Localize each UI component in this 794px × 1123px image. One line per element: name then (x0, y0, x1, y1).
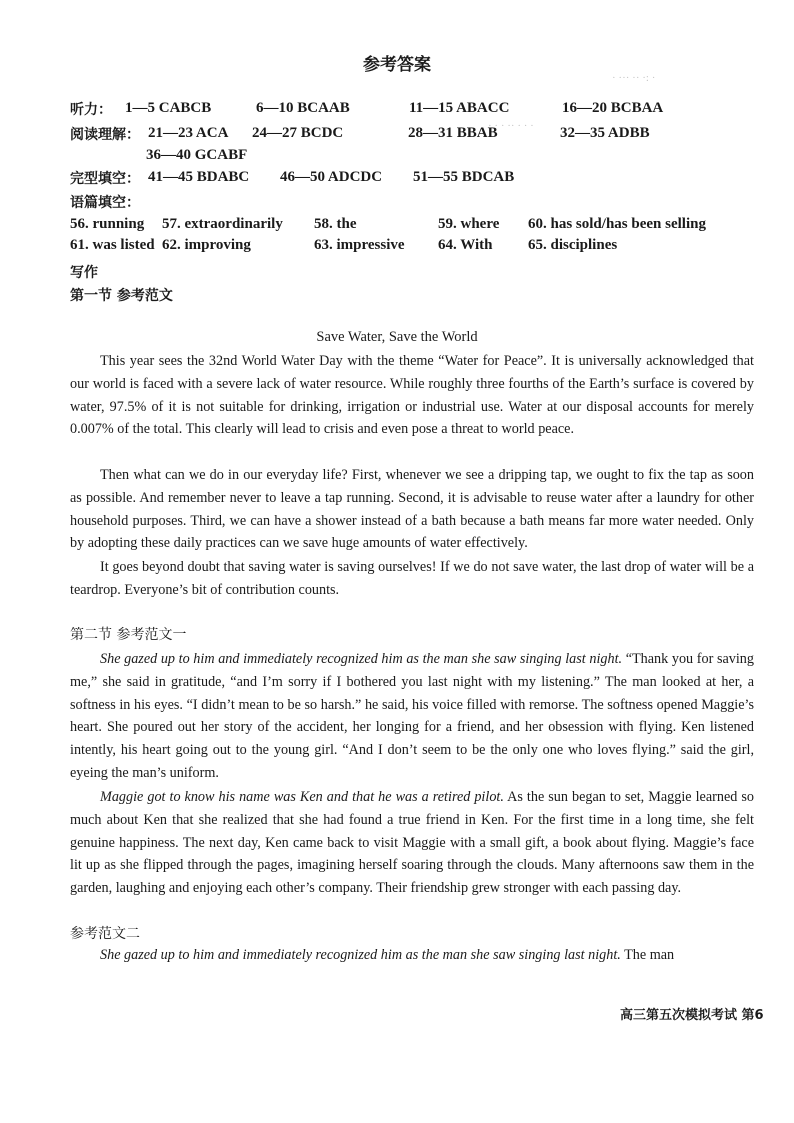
reading-answers: 24—27 BCDC (252, 125, 344, 141)
reading-row (70, 124, 140, 144)
grammar-row (70, 192, 140, 212)
grammar-answer: 65. disciplines (528, 237, 618, 253)
writing-section1-label: 第一节 参考范文 (70, 288, 173, 304)
grammar-answer: 58. the (314, 216, 357, 232)
grammar-answer: 62. improving (162, 237, 251, 253)
listening-answers: 16—20 BCBAA (562, 100, 664, 116)
story-paragraph (70, 648, 754, 785)
story-opening-sentence: She gazed up to him and immediately recognized him as the man she saw singing last night. (100, 651, 623, 667)
reading-answers: 36—40 GCABF (146, 147, 248, 163)
essay-paragraph (70, 464, 754, 555)
grammar-answer: 64. With (438, 237, 493, 253)
story-opening-sentence: Maggie got to know his name was Ken and that he was a retired pilot. (100, 789, 504, 805)
cloze-answers: 41—45 BDABC (148, 169, 250, 185)
grammar-answer: 59. where (438, 216, 500, 232)
story-paragraph (70, 944, 754, 967)
writing-section2-label: 第二节 参考范文一 (70, 627, 187, 643)
writing-label: 写作 (70, 265, 98, 281)
story-paragraph (70, 786, 754, 900)
cloze-label: 完型填空： (70, 171, 140, 187)
essay-paragraph-text: Then what can we do in our everyday life? First, whenever we see a dripping tap, we ought to fix the tap as soon as possible. And remember never to leave a tap running. Second, it is advisable to reuse water after a laundry for other household purposes. Third, we can have a shower instead of a bath because a bath means far more water needed. Only by adopting these daily practices can we save huge amounts of water effectively. (70, 467, 754, 552)
cloze-row (70, 168, 140, 188)
cloze-answers: 51—55 BDCAB (413, 169, 515, 185)
essay-paragraph (70, 556, 754, 602)
writing-section3-label: 参考范文二 (70, 926, 140, 942)
listening-answers: 11—15 ABACC (409, 100, 510, 116)
listening-answers: 6—10 BCAAB (256, 100, 350, 116)
essay-paragraph (70, 350, 754, 441)
reading-label: 阅读理解： (70, 127, 140, 143)
essay-title: Save Water, Save the World (316, 329, 478, 345)
listening-row (70, 99, 112, 119)
page-footer: 高三第五次模拟考试 第6 (620, 1008, 764, 1023)
cloze-answers: 46—50 ADCDC (280, 169, 383, 185)
grammar-answer: 57. extraordinarily (162, 216, 283, 232)
grammar-answer: 61. was listed (70, 237, 155, 253)
grammar-label: 语篇填空： (70, 195, 140, 211)
reading-answers: 28—31 BBAB (408, 125, 498, 141)
scan-noise: · · · ·· · · · (488, 120, 534, 132)
grammar-answer: 56. running (70, 216, 145, 232)
story-paragraph-text: “Thank you for saving me,” she said in gratitude, “and I’m sorry if I bothered you last night with my listening.” The man looked at her, a softness in his eyes. “I didn’t mean to be so harsh.” he said, his voice filled with remorse. The softness opened Maggie’s heart. She poured out her story of the accident, her longing for a friend, and her obsession with flying. Ken listened intently, his heart going out to the young girl. “And I don’t seem to be the only one who loves flying.” said the girl, eyeing the man’s uniform. (70, 651, 754, 781)
page-title: 参考答案 (363, 55, 431, 75)
listening-answers: 1—5 CABCB (125, 100, 212, 116)
reading-answers: 21—23 ACA (148, 125, 229, 141)
story-opening-sentence: She gazed up to him and immediately recognized him as the man she saw singing last night. (100, 947, 621, 963)
reading-answers: 32—35 ADBB (560, 125, 650, 141)
story-paragraph-text: As the sun began to set, Maggie learned so much about Ken that she realized that she had found a true friend in Ken. For the first time in a long time, she felt genuine happiness. The next day, Ken came back to visit Maggie with a small gift, a book about flying. Maggie’s face lit up as she flipped through the pages, imagining herself soaring through the clouds. Many afternoons saw them in the garden, laughing and enjoying each other’s company. Their friendship grew stronger with each passing day. (70, 789, 754, 897)
listening-label: 听力： (70, 102, 112, 118)
essay-paragraph-text: It goes beyond doubt that saving water is saving ourselves! If we do not save water, the last drop of water will be a teardrop. Everyone’s bit of contribution counts. (70, 559, 754, 598)
essay-paragraph-text: This year sees the 32nd World Water Day with the theme “Water for Peace”. It is universally acknowledged that our world is faced with a severe lack of water resource. While roughly three fourths of the Earth’s surface is covered by water, 97.5% of it is not suitable for drinking, irrigation or industrial use. Water at our disposal accounts for merely 0.007% of the total. This clearly will lead to crisis and even pose a threat to world peace. (70, 353, 754, 438)
scan-noise: · ··· ·· ·: · (612, 72, 656, 84)
story-paragraph-text: The man (620, 947, 675, 963)
grammar-answer: 60. has sold/has been selling (528, 216, 706, 232)
grammar-answer: 63. impressive (314, 237, 405, 253)
